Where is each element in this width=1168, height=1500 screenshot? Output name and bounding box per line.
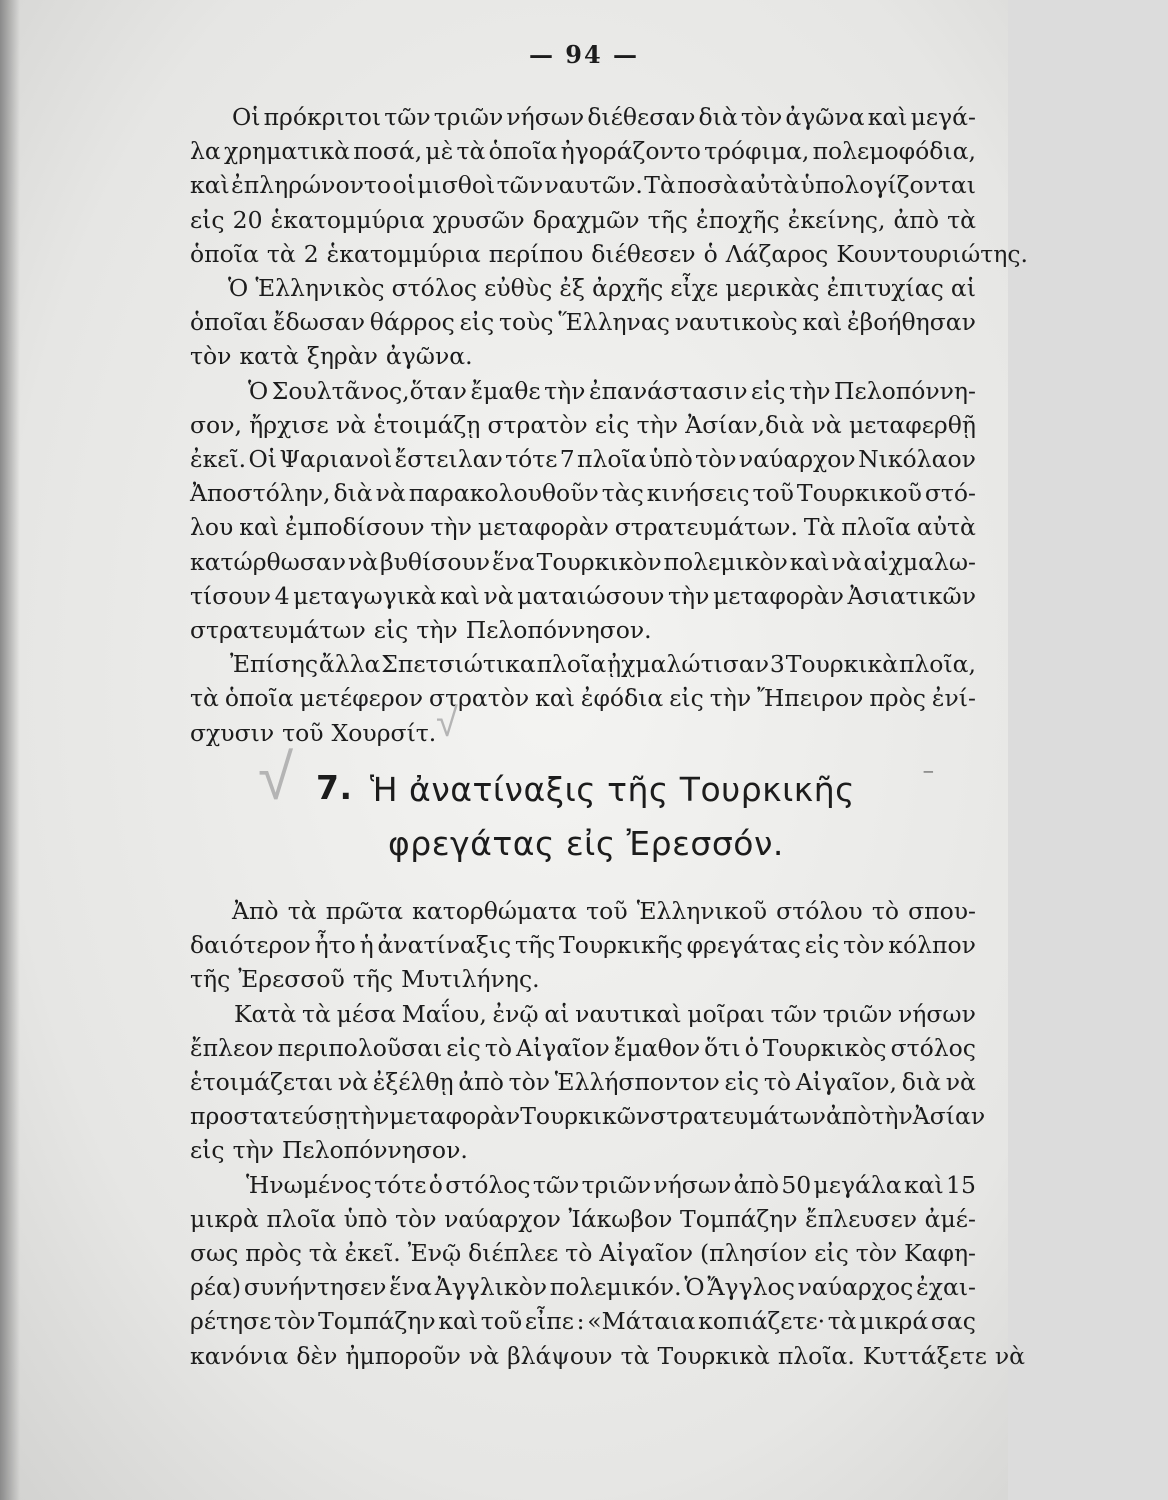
text-line: στρατευμάτων εἰς τὴν Πελοπόννησον. xyxy=(190,616,652,644)
text-line: προστατεύσῃ τὴν μεταφορὰν Τουρκικῶν στρατευμάτων ἀπὸ τὴν Ἀσίαν xyxy=(190,1102,986,1131)
text-line: Ἀπὸ τὰ πρῶτα κατορθώματα τοῦ Ἑλληνικοῦ στόλου τὸ σπου- xyxy=(232,897,976,925)
text-line: κανόνια δὲν ἠμποροῦν νὰ βλάψουν τὰ Τουρκικὰ πλοῖα. Κυττάξετε νὰ xyxy=(190,1341,1026,1370)
text-line: ὁποῖαι ἔδωσαν θάρρος εἰς τοὺς Ἕλληνας ναυτικοὺς καὶ ἐβοήθησαν xyxy=(190,308,976,337)
body-text-top xyxy=(190,100,1028,747)
text-line: ρέα) συνήντησεν ἕνα Ἀγγλικὸν πολεμικόν. Ὁ Ἄγγλος ναύαρχος ἐχαι- xyxy=(190,1273,976,1302)
text-line: εἰς τὴν Πελοπόννησον. xyxy=(190,1136,468,1165)
text-line: Ἀποστόλην, διὰ νὰ παρακολουθοῦν τὰς κινήσεις τοῦ Τουρκικοῦ στό- xyxy=(190,479,976,508)
text-line: δαιότερον ἦτο ἡ ἀνατίναξις τῆς Τουρκικῆς φρεγάτας εἰς τὸν κόλπον xyxy=(190,931,976,960)
page-number: — 94 — xyxy=(528,40,640,69)
pencil-checkmark-large: √ xyxy=(258,741,294,815)
body-text-bottom xyxy=(190,894,1026,1394)
text-line: μικρὰ πλοῖα ὑπὸ τὸν ναύαρχον Ἰάκωβον Τομπάζην ἔπλευσεν ἀμέ- xyxy=(190,1204,976,1233)
text-line: σως πρὸς τὰ ἐκεῖ. Ἐνῷ διέπλεε τὸ Αἰγαῖον (πλησίον εἰς τὸν Καφη- xyxy=(190,1239,976,1267)
text-line: Ἐπίσης ἄλλα Σπετσιώτικα πλοῖα ᾐχμαλώτισαν 3 Τουρκικὰ πλοῖα, xyxy=(230,650,976,679)
binding-shadow xyxy=(0,0,20,1500)
text-line: τὸν κατὰ ξηρὰν ἀγῶνα. xyxy=(190,342,473,371)
text-line: τῆς Ἐρεσσοῦ τῆς Μυτιλήνης. xyxy=(190,965,540,994)
text-line: ρέτησε τὸν Τομπάζην καὶ τοῦ εἶπε : «Μάταια κοπιάζετε· τὰ μικρά σας xyxy=(190,1307,976,1336)
text-line: σχυσιν τοῦ Χουρσίτ. xyxy=(190,718,437,747)
text-line: καὶ ἐπληρώνοντο οἱ μισθοὶ τῶν ναυτῶν. Τὰ ποσὰ αὐτὰ ὑπολογίζονται xyxy=(190,171,976,200)
section-title-line-2: φρεγάτας εἰς Ἐρεσσόν. xyxy=(388,824,784,863)
text-line: Ὁ Ἑλληνικὸς στόλος εὐθὺς ἐξ ἀρχῆς εἶχε μερικὰς ἐπιτυχίας αἱ xyxy=(228,274,976,302)
section-title-line-1: Ἡ ἀνατίναξις τῆς Τουρκικῆς xyxy=(370,770,856,809)
text-line: Ὁ Σουλτᾶνος,ὅταν ἔμαθε τὴν ἐπανάστασιν εἰς τὴν Πελοπόννη- xyxy=(248,376,976,405)
text-line: τὰ ὁποῖα μετέφερον στρατὸν καὶ ἐφόδια εἰς τὴν Ἤπειρον πρὸς ἐνί- xyxy=(190,684,976,713)
text-line: ὁποῖα τὰ 2 ἑκατομμύρια περίπου διέθεσεν ὁ Λάζαρος Κουντουριώτης. xyxy=(190,239,1028,268)
text-line: ἐκεῖ. Οἱ Ψαριανοὶ ἔστειλαν τότε 7 πλοῖα ὑπὸ τὸν ναύαρχον Νικόλαον xyxy=(190,445,976,473)
text-line: Κατὰ τὰ μέσα Μαΐου, ἐνῷ αἱ ναυτικαὶ μοῖραι τῶν τριῶν νήσων xyxy=(234,999,976,1028)
text-line: λου καὶ ἐμποδίσουν τὴν μεταφορὰν στρατευμάτων. Τὰ πλοῖα αὐτὰ xyxy=(190,513,976,542)
text-line: Ἡνωμένος τότε ὁ στόλος τῶν τριῶν νήσων ἀπὸ 50 μεγάλα καὶ 15 xyxy=(246,1170,976,1199)
text-line: λα χρηματικὰ ποσά, μὲ τὰ ὁποῖα ἠγοράζοντο τρόφιμα, πολεμοφόδια, xyxy=(190,137,976,166)
text-line: εἰς 20 ἑκατομμύρια χρυσῶν δραχμῶν τῆς ἐποχῆς ἐκείνης, ἀπὸ τὰ xyxy=(190,205,976,234)
text-line: τίσουν 4 μεταγωγικὰ καὶ νὰ ματαιώσουν τὴν μεταφορὰν Ἀσιατικῶν xyxy=(190,581,976,610)
section-number: 7. xyxy=(316,768,353,807)
text-line: ἔπλεον περιπολοῦσαι εἰς τὸ Αἰγαῖον ἔμαθον ὅτι ὁ Τουρκικὸς στόλος xyxy=(190,1033,976,1062)
text-line: Οἱ πρόκριτοι τῶν τριῶν νήσων διέθεσαν διὰ τὸν ἀγῶνα καὶ μεγά- xyxy=(232,103,976,131)
pencil-dash-mark: ⁻ xyxy=(922,762,935,790)
pencil-checkmark-small: √ xyxy=(436,700,458,746)
text-line: σον, ἤρχισε νὰ ἑτοιμάζῃ στρατὸν εἰς τὴν Ἀσίαν,διὰ νὰ μεταφερθῇ xyxy=(190,410,976,439)
text-line: κατώρθωσαν νὰ βυθίσουν ἕνα Τουρκικὸν πολεμικὸν καὶ νὰ αἰχμαλω- xyxy=(190,547,976,576)
text-line: ἑτοιμάζεται νὰ ἐξέλθῃ ἀπὸ τὸν Ἑλλήσποντον εἰς τὸ Αἰγαῖον, διὰ νὰ xyxy=(190,1068,976,1096)
